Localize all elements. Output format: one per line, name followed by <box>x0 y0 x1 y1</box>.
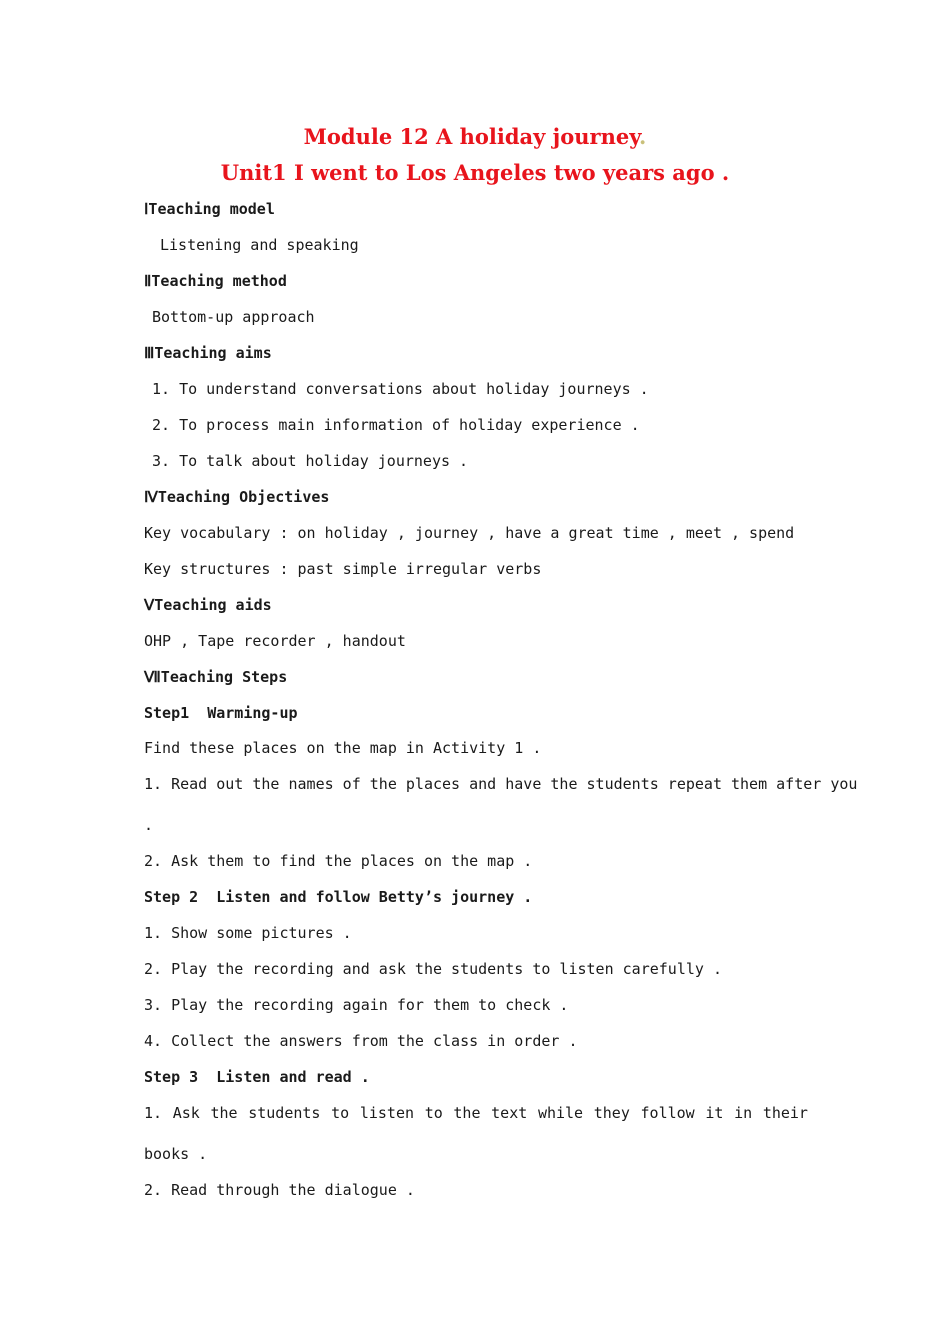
word: in <box>734 1104 753 1122</box>
unit-title: Unit1 I went to Los Angeles two years ago . <box>220 160 730 185</box>
step3-item: 2. Read through the dialogue . <box>144 1181 415 1199</box>
teaching-steps-heading: ⅦTeaching Steps <box>144 668 288 686</box>
word: while <box>537 1104 584 1122</box>
step1-item: 1. Read out the names of the places and have the students repeat them after you <box>144 775 858 793</box>
teaching-aim-item: 2. To process main information of holiday experience . <box>152 416 640 434</box>
teaching-method-text: Bottom-up approach <box>152 308 315 326</box>
word: it <box>705 1104 724 1122</box>
module-title-text: Module 12 A holiday journey <box>303 124 640 149</box>
step3-item-continuation: books . <box>144 1145 208 1163</box>
key-vocabulary: Key vocabulary : on holiday , journey , have a great time , meet , spend <box>144 524 795 542</box>
word: the <box>453 1104 481 1122</box>
word: text <box>491 1104 528 1122</box>
module-title <box>0 124 950 150</box>
step2-item: 4. Collect the answers from the class in order . <box>144 1032 578 1050</box>
teaching-aids-heading: ⅤTeaching aids <box>144 596 272 614</box>
teaching-objectives-heading: ⅣTeaching Objectives <box>144 488 330 506</box>
step1-item-continuation: . <box>144 816 154 834</box>
word: listen <box>359 1104 415 1122</box>
teaching-aim-item: 3. To talk about holiday journeys . <box>152 452 469 470</box>
word: to <box>331 1104 350 1122</box>
step2-item: 3. Play the recording again for them to check . <box>144 996 569 1014</box>
word: they <box>593 1104 630 1122</box>
step2-heading: Step 2 Listen and follow Betty’s journey . <box>144 888 533 906</box>
teaching-aims-heading: ⅢTeaching aims <box>144 344 272 362</box>
title-dot: . <box>639 124 647 149</box>
word: students <box>248 1104 321 1122</box>
word: to <box>424 1104 443 1122</box>
word: their <box>762 1104 808 1122</box>
word: Ask <box>172 1104 200 1122</box>
step1-intro: Find these places on the map in Activity 1 . <box>144 739 542 757</box>
step2-item: 1. Show some pictures . <box>144 924 352 942</box>
step2-item: 2. Play the recording and ask the students to listen carefully . <box>144 960 722 978</box>
word: 1. <box>144 1104 163 1122</box>
step3-item-justified <box>144 1103 808 1123</box>
teaching-method-heading: ⅡTeaching method <box>144 272 287 290</box>
step1-heading: Step1 Warming-up <box>144 704 298 722</box>
teaching-aids-text: OHP , Tape recorder , handout <box>144 632 406 650</box>
step1-item: 2. Ask them to find the places on the map . <box>144 852 533 870</box>
word: the <box>210 1104 238 1122</box>
key-structures: Key structures : past simple irregular verbs <box>144 560 542 578</box>
step3-heading: Step 3 Listen and read . <box>144 1068 370 1086</box>
teaching-model-heading: ⅠTeaching model <box>144 200 275 218</box>
teaching-model-text: Listening and speaking <box>160 236 359 254</box>
teaching-aim-item: 1. To understand conversations about holiday journeys . <box>152 380 649 398</box>
word: follow <box>640 1104 695 1122</box>
